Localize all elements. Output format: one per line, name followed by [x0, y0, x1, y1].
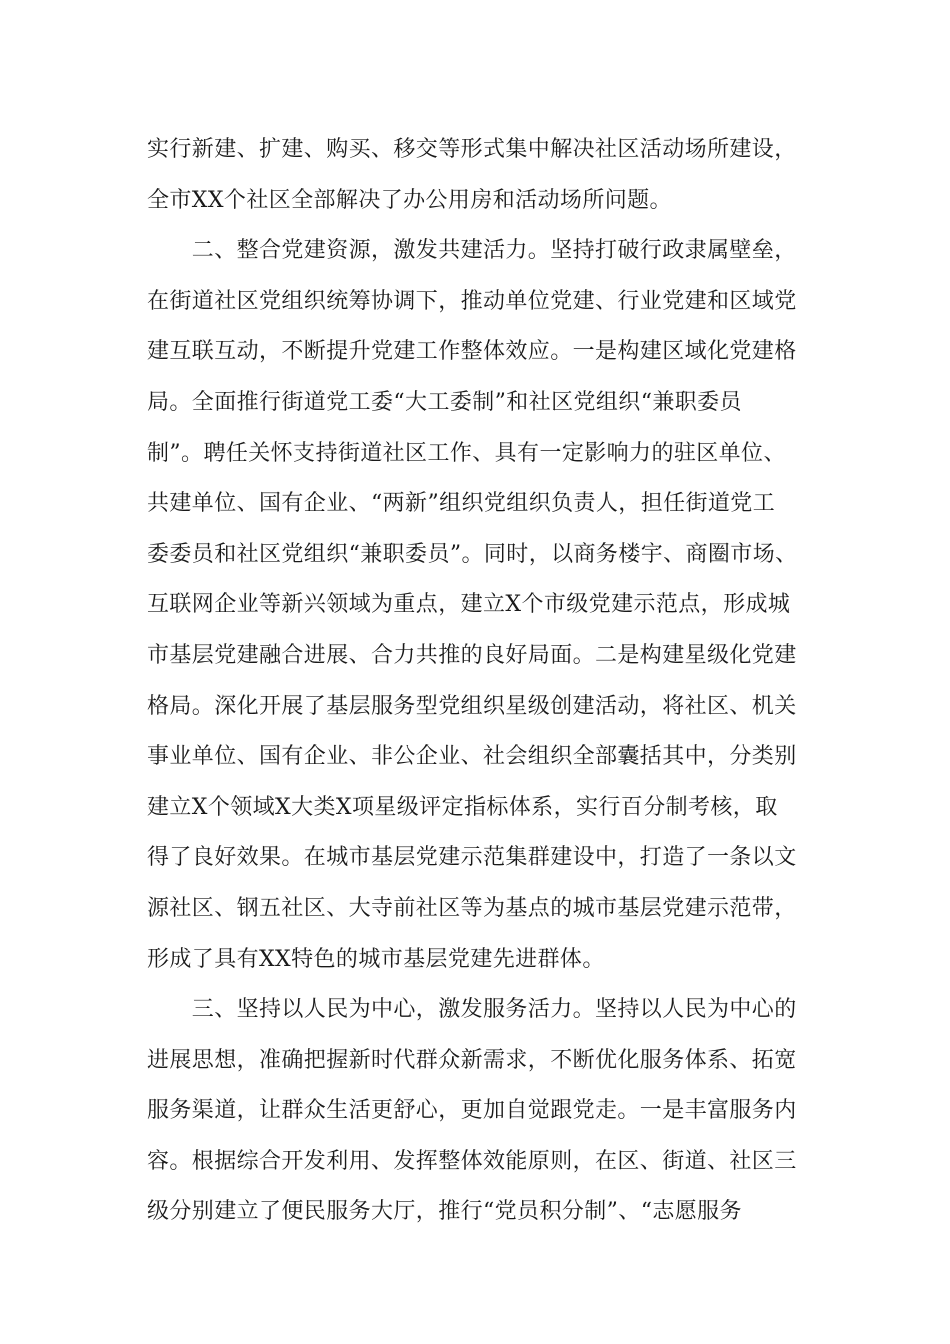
body-text	[147, 125, 817, 1238]
text-line: 共建单位、国有企业、“两新”组织党组织负责人，担任街道党工	[147, 491, 776, 517]
text-line: 得了良好效果。在城市基层党建示范集群建设中，打造了一条以文	[147, 845, 797, 871]
text-line: 服务渠道，让群众生活更舒心，更加自觉跟党走。一是丰富服务内	[147, 1098, 797, 1124]
text-line: 级分别建立了便民服务大厅，推行“党员积分制”、“志愿服务	[147, 1199, 742, 1225]
text-line: 局。全面推行街道党工委“大工委制”和社区党组织“兼职委员	[147, 389, 742, 415]
text-line: 在街道社区党组织统筹协调下，推动单位党建、行业党建和区域党	[147, 288, 797, 314]
text-line: 进展思想，准确把握新时代群众新需求，不断优化服务体系、拓宽	[147, 1047, 797, 1073]
text-line: 格局。深化开展了基层服务型党组织星级创建活动，将社区、机关	[147, 693, 797, 719]
text-line: 二、整合党建资源，激发共建活力。坚持打破行政隶属壁垒，	[147, 238, 797, 264]
text-line: 市基层党建融合进展、合力共推的良好局面。二是构建星级化党建	[147, 642, 797, 668]
text-line: 互联网企业等新兴领域为重点，建立X个市级党建示范点，形成城	[147, 592, 791, 618]
text-line: 全市XX个社区全部解决了办公用房和活动场所问题。	[147, 187, 672, 213]
text-line: 实行新建、扩建、购买、移交等形式集中解决社区活动场所建设，	[147, 137, 797, 162]
text-line: 建互联互动，不断提升党建工作整体效应。一是构建区域化党建格	[147, 339, 797, 365]
text-line: 委委员和社区党组织“兼职委员”。同时，以商务楼宇、商圈市场、	[147, 541, 798, 567]
text-line: 事业单位、国有企业、非公企业、社会组织全部囊括其中，分类别	[147, 744, 797, 770]
text-line: 三、坚持以人民为中心，激发服务活力。坚持以人民为中心的	[147, 997, 797, 1023]
text-line: 制”。聘任关怀支持街道社区工作、具有一定影响力的驻区单位、	[147, 440, 786, 466]
text-line: 容。根据综合开发利用、发挥整体效能原则，在区、街道、社区三	[147, 1148, 797, 1174]
text-line: 形成了具有XX特色的城市基层党建先进群体。	[147, 946, 605, 972]
text-line: 源社区、钢五社区、大寺前社区等为基点的城市基层党建示范带，	[147, 895, 797, 921]
text-line: 建立X个领域X大类X项星级评定指标体系，实行百分制考核，取	[147, 794, 778, 820]
